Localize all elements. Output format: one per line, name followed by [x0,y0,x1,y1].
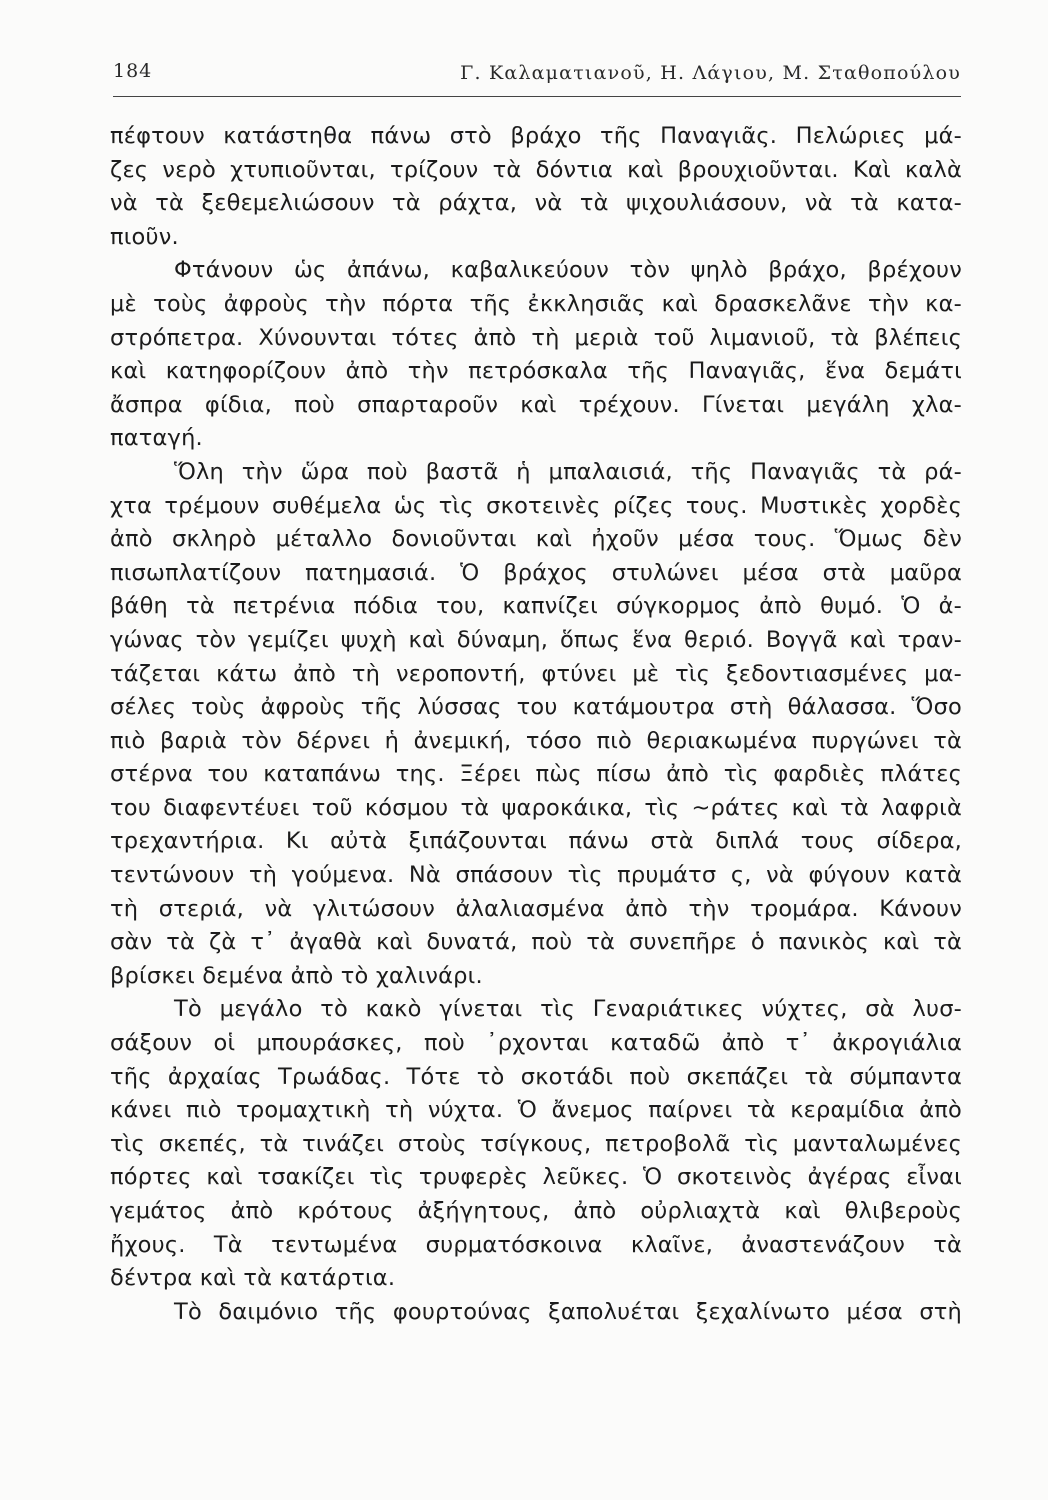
text-line: Ὅλη τὴν ὥρα ποὺ βαστᾶ ἡ μπαλαισιά, τῆς Παναγιᾶς τὰ ρά- [174,458,962,485]
text-line: βάθη τὰ πετρένια πόδια του, καπνίζει σύγκορμος ἀπὸ θυμό. Ὁ ἀ- [110,593,962,620]
text-line: τὴ στεριά, νὰ γλιτώσουν ἀλαλιασμένα ἀπὸ τὴν τρομάρα. Κάνουν [110,895,962,922]
text-line: δέντρα καὶ τὰ κατάρτια. [110,1265,396,1292]
text-line: μὲ τοὺς ἀφροὺς τὴν πόρτα τῆς ἐκκλησιᾶς καὶ δρασκελᾶνε τὴν κα- [110,290,962,317]
text-line: στρόπετρα. Χύνουνται τότες ἀπὸ τὴ μεριὰ τοῦ λιμανιοῦ, τὰ βλέπεις [110,324,962,351]
page-header [113,56,961,96]
running-head: Γ. Καλαματιανοῦ, Η. Λάγιου, Μ. Σταθοπούλου [460,62,961,84]
text-line: χτα τρέμουν συθέμελα ὡς τὶς σκοτεινὲς ρίζες τους. Μυστικὲς χορδὲς [110,492,962,519]
text-line: του διαφεντέυει τοῦ κόσμου τὰ ψαροκάικα, τὶς ~ράτες καὶ τὰ λαφριὰ [110,794,962,821]
text-line: πιὸ βαριὰ τὸν δέρνει ἡ ἀνεμική, τόσο πιὸ θεριακωμένα πυργώνει τὰ [110,727,962,754]
text-line: σὰν τὰ ζὰ τ᾽ ἀγαθὰ καὶ δυνατά, ποὺ τὰ συνεπῆρε ὁ πανικὸς καὶ τὰ [110,929,962,956]
text-line: τρεχαντήρια. Κι αὐτὰ ξιπάζουνται πάνω στὰ διπλά τους σίδερα, [110,828,962,855]
text-line: κάνει πιὸ τρομαχτικὴ τὴ νύχτα. Ὁ ἄνεμος παίρνει τὰ κεραμίδια ἀπὸ [110,1097,962,1124]
text-line: στέρνα του καταπάνω της. Ξέρει πὼς πίσω ἀπὸ τὶς φαρδιὲς πλάτες [110,761,962,788]
header-divider [113,96,961,97]
text-line: Τὸ μεγάλο τὸ κακὸ γίνεται τὶς Γεναριάτικες νύχτες, σὰ λυσ- [174,996,962,1023]
text-line: βρίσκει δεμένα ἀπὸ τὸ χαλινάρι. [110,962,483,989]
text-line: νὰ τὰ ξεθεμελιώσουν τὰ ράχτα, νὰ τὰ ψιχουλιάσουν, νὰ τὰ κατα- [110,190,962,217]
text-line: γεμάτος ἀπὸ κρότους ἀξήγητους, ἀπὸ οὐρλιαχτὰ καὶ θλιβεροὺς [110,1198,962,1224]
text-line: γώνας τὸν γεμίζει ψυχὴ καὶ δύναμη, ὅπως ἕνα θεριό. Βογγᾶ καὶ τραν- [110,626,962,653]
text-line: τεντώνουν τὴ γούμενα. Νὰ σπάσουν τὶς πρυμάτσ ς, νὰ φύγουν κατὰ [110,862,962,889]
text-line: πισωπλατίζουν πατημασιά. Ὁ βράχος στυλώνει μέσα στὰ μαῦρα [110,559,962,586]
text-line: Φτάνουν ὡς ἀπάνω, καβαλικεύουν τὸν ψηλὸ βράχο, βρέχουν [174,257,962,284]
text-line: πιοῦν. [110,223,179,250]
text-line: σάξουν οἱ μπουράσκες, ποὺ ᾽ρχονται καταδῶ ἀπὸ τ᾽ ἀκρογιάλια [110,1030,962,1057]
text-line: ἤχους. Τὰ τεντωμένα συρματόσκοινα κλαῖνε, ἀναστενάζουν τὰ [110,1231,962,1258]
text-line: τῆς ἀρχαίας Τρωάδας. Τότε τὸ σκοτάδι ποὺ σκεπάζει τὰ σύμπαντα [110,1063,962,1090]
text-line: σέλες τοὺς ἀφροὺς τῆς λύσσας του κατάμουτρα στὴ θάλασσα. Ὅσο [110,694,962,721]
text-line: τάζεται κάτω ἀπὸ τὴ νεροποντή, φτύνει μὲ τὶς ξεδοντιασμένες μα- [110,660,962,687]
text-line: Τὸ δαιμόνιο τῆς φουρτούνας ξαπολυέται ξεχαλίνωτο μέσα στὴ [174,1298,962,1325]
body-text [110,120,962,1329]
text-line: ζες νερὸ χτυπιοῦνται, τρίζουν τὰ δόντια καὶ βρουχιοῦνται. Καὶ καλὰ [110,156,962,183]
text-line: καὶ κατηφορίζουν ἀπὸ τὴν πετρόσκαλα τῆς Παναγιᾶς, ἕνα δεμάτι [110,358,962,385]
text-line: ἀπὸ σκληρὸ μέταλλο δονιοῦνται καὶ ἠχοῦν μέσα τους. Ὅμως δὲν [110,526,962,553]
text-line: πόρτες καὶ τσακίζει τὶς τρυφερὲς λεῦκες. Ὁ σκοτεινὸς ἀγέρας εἶναι [110,1164,962,1191]
page-number: 184 [113,60,153,82]
text-line: πέφτουν κατάστηθα πάνω στὸ βράχο τῆς Παναγιᾶς. Πελώριες μά- [110,123,962,149]
text-line: παταγή. [110,425,203,452]
text-line: ἄσπρα φίδια, ποὺ σπαρταροῦν καὶ τρέχουν. Γίνεται μεγάλη χλα- [110,391,962,418]
text-line: τὶς σκεπές, τὰ τινάζει στοὺς τσίγκους, πετροβολᾶ τὶς μανταλωμένες [110,1130,962,1157]
